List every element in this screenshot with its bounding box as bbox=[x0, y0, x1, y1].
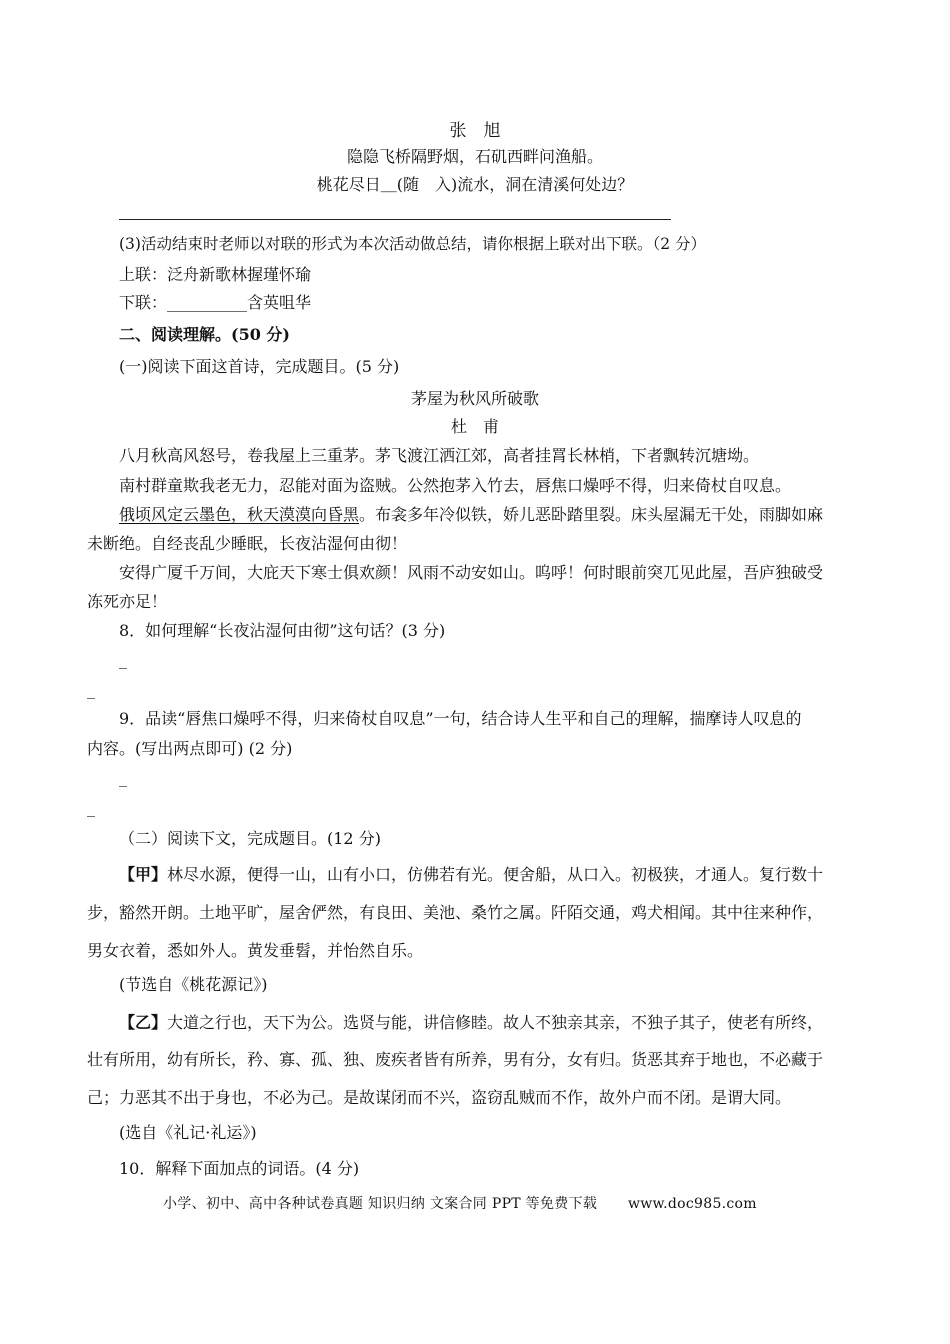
jia-line1 bbox=[119, 862, 823, 885]
q10-prompt: 10．解释下面加点的词语。(4 分) bbox=[119, 1159, 360, 1178]
poem2-para3-line2: 未断绝。自经丧乱少睡眠，长夜沾湿何由彻！ bbox=[87, 534, 408, 553]
part1-heading: (一)阅读下面这首诗，完成题目。(5 分) bbox=[119, 357, 400, 376]
q8-answer-blank-1: _ bbox=[119, 650, 127, 669]
footer-text: 小学、初中、高中各种试卷真题 知识归纳 文案合同 PPT 等免费下载 bbox=[163, 1196, 598, 1212]
jia-label: 【甲】 bbox=[119, 865, 168, 884]
jia-line2: 步，豁然开朗。土地平旷，屋舍俨然，有良田、美池、桑竹之属。阡陌交通，鸡犬相闻。其中往来种作， bbox=[87, 903, 824, 922]
underlined-verse: 俄顷风定云墨色，秋天漠漠向昏黑 bbox=[119, 505, 360, 524]
q9-answer-blank-1: _ bbox=[119, 768, 127, 787]
poem2-para1: 八月秋高风怒号，卷我屋上三重茅。茅飞渡江洒江郊，高者挂罥长林梢，下者飘转沉塘坳。 bbox=[119, 446, 760, 465]
q3-prompt: (3)活动结束时老师以对联的形式为本次活动做总结，请你根据上联对出下联。（2 分） bbox=[119, 235, 706, 253]
couplet-upper: 上联：泛舟新歌林握瑾怀瑜 bbox=[119, 265, 312, 284]
yi-line3: 己；力恶其不出于身也，不必为己。是故谋闭而不兴，盗窃乱贼而不作，故外户而不闭。是谓大同。 bbox=[87, 1088, 792, 1107]
jia-line3: 男女衣着，悉如外人。黄发垂髫，并怡然自乐。 bbox=[87, 941, 424, 960]
q9-answer-blank-2: _ bbox=[87, 798, 95, 817]
answer-line-divider bbox=[119, 219, 671, 220]
jia-text-1: 林尽水源，便得一山，山有小口，仿佛若有光。便舍船，从口入。初极狭，才通人。复行数十 bbox=[167, 865, 824, 884]
yi-label: 【乙】 bbox=[119, 1013, 168, 1032]
poem2-title: 茅屋为秋风所破歌 bbox=[410, 389, 539, 408]
footer bbox=[163, 1193, 757, 1213]
couplet-lower bbox=[119, 290, 311, 313]
jia-source: (节选自《桃花源记》) bbox=[119, 975, 268, 994]
section2-heading: 二、阅读理解。(50 分) bbox=[119, 325, 290, 344]
yi-text-1: 大道之行也，天下为公。选贤与能，讲信修睦。故人不独亲其亲，不独子其子，使老有所终， bbox=[167, 1013, 824, 1032]
yi-line1 bbox=[119, 1010, 823, 1033]
part2-heading: （二）阅读下文，完成题目。(12 分) bbox=[119, 829, 381, 848]
q9-prompt-line1: 9．品读“唇焦口燥呼不得，归来倚杖自叹息”一句，结合诗人生平和自己的理解，揣摩诗人叹息的 bbox=[119, 709, 802, 728]
yi-source: (选自《礼记·礼运》) bbox=[119, 1123, 257, 1142]
poem2-para3-rest: 。布衾多年冷似铁，娇儿恶卧踏里裂。床头屋漏无干处，雨脚如麻 bbox=[359, 505, 824, 524]
q8-answer-blank-2: _ bbox=[87, 680, 95, 699]
footer-url[interactable]: www.doc985.com bbox=[627, 1196, 757, 1212]
couplet-lower-tail: 含英咀华 bbox=[247, 293, 312, 312]
poem2-para3-line1 bbox=[119, 502, 823, 525]
poem2-para4-line2: 冻死亦足！ bbox=[87, 592, 168, 611]
q9-prompt-line2: 内容。(写出两点即可) (2 分) bbox=[87, 739, 293, 758]
couplet-lower-blank: __________ bbox=[167, 293, 248, 312]
poem1-line1: 隐隐飞桥隔野烟，石矶西畔问渔船。 bbox=[346, 147, 603, 166]
q8-prompt: 8．如何理解“长夜沾湿何由彻”这句话？(3 分) bbox=[119, 621, 446, 640]
couplet-lower-label: 下联： bbox=[119, 293, 168, 312]
yi-line2: 壮有所用，幼有所长，矜、寡、孤、独、废疾者皆有所养，男有分，女有归。货恶其弃于地也，不必藏于 bbox=[87, 1050, 824, 1069]
poem2-para4-line1: 安得广厦千万间，大庇天下寒士俱欢颜！风雨不动安如山。呜呼！何时眼前突兀见此屋，吾庐独破受 bbox=[119, 563, 824, 582]
poem2-author: 杜 甫 bbox=[450, 417, 499, 436]
poem1-author: 张 旭 bbox=[449, 121, 501, 141]
poem2-para2: 南村群童欺我老无力，忍能对面为盗贼。公然抱茅入竹去，唇焦口燥呼不得，归来倚杖自叹息。 bbox=[119, 476, 792, 495]
poem1-line2: 桃花尽日＿(随 入)流水，洞在清溪何处边？ bbox=[316, 175, 634, 194]
